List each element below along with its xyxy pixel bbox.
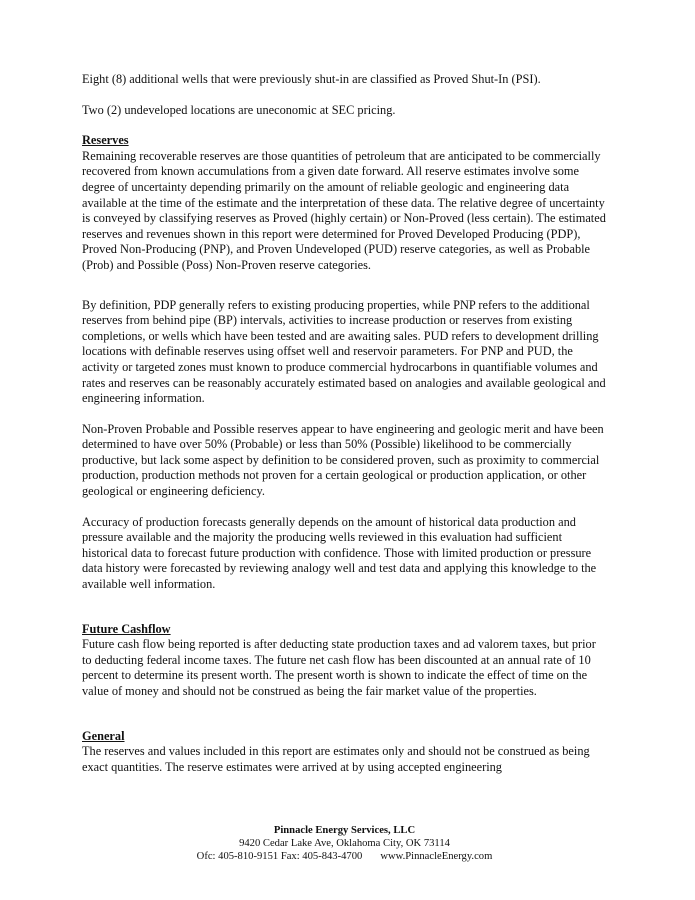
general-heading: General: [82, 728, 125, 743]
reserves-paragraph-3: Non-Proven Probable and Possible reserves appear to have engineering and geologic merit and have been determined to have over 50% (Probable) or less than 50% (Possible) likelihood to be commercially productive, but lack some aspect by definition to be considered proven, such as proximity to commercial production, production methods not proven for a certain geological or production application, or other geological or engineering deficiency.: [82, 421, 604, 499]
cashflow-paragraph: Future cash flow being reported is after deducting state production taxes and ad valorem taxes, but prior to deducting federal income taxes. The future net cash flow has been discounted at an annual rate of 10 percent to determine its present worth. The present worth is shown to indicate the effect of time on the value of money and should not be construed as being the fair market value of the properties.: [82, 637, 596, 698]
document-body: [82, 72, 607, 775]
footer-website: www.PinnacleEnergy.com: [380, 851, 493, 863]
page-footer: [82, 824, 607, 864]
footer-company: Pinnacle Energy Services, LLC: [273, 825, 416, 836]
reserves-paragraph-1: Remaining recoverable reserves are those quantities of petroleum that are anticipated to be commercially recovered from known accumulations from a given date forward. All reserve estimates involve some degree of uncertainty depending primarily on the amount of reliable geologic and engineering data available at the time of the estimate and the interpretation of these data. The relative degree of uncertainty is conveyed by classifying reserves as Proved (highly certain) or Non-Proved (less certain). The estimated reserves and revenues shown in this report were determined for Proved Developed Producing (PDP), Proved Non-Producing (PNP), and Proven Undeveloped (PUD) reserve categories, as well as Probable (Prob) and Possible (Poss) Non-Proven reserve categories.: [82, 148, 606, 272]
cashflow-heading: Future Cashflow: [82, 621, 171, 636]
general-paragraph: The reserves and values included in this report are estimates only and should not be construed as being exact quantities. The reserve estimates were arrived at by using accepted engineering: [82, 744, 590, 774]
reserves-heading: Reserves: [82, 133, 129, 148]
reserves-paragraph-4: Accuracy of production forecasts generally depends on the amount of historical data production and pressure available and the majority the producing wells reviewed in this evaluation had sufficient historical data to forecast future production with confidence. Those with limited production or pressure data history were forecasted by reviewing analogy well and test data and applying this knowledge to the available well information.: [82, 514, 597, 592]
psi-paragraph: Eight (8) additional wells that were previously shut-in are classified as Proved Shut-In (PSI).: [82, 72, 541, 86]
uneconomic-paragraph: Two (2) undeveloped locations are uneconomic at SEC pricing.: [82, 102, 396, 117]
footer-address: 9420 Cedar Lake Ave, Oklahoma City, OK 73114: [239, 838, 450, 850]
footer-contact-line: [82, 850, 607, 863]
footer-phones: Ofc: 405-810-9151 Fax: 405-843-4700: [196, 851, 363, 863]
reserves-paragraph-2: By definition, PDP generally refers to existing producing properties, while PNP refers to the additional reserves from behind pipe (BP) intervals, activities to increase production or reserves from existing completions, or wells which have been tested and are awaiting sales. PUD refers to development drilling locations with definable reserves using offset well and reservoir parameters. For PNP and PUD, the activity or targeted zones must known to produce commercial hydrocarbons in quantifiable volumes and rates and reserves can be reasonably accurately estimated based on analogies and available geological and engineering information.: [82, 297, 606, 406]
